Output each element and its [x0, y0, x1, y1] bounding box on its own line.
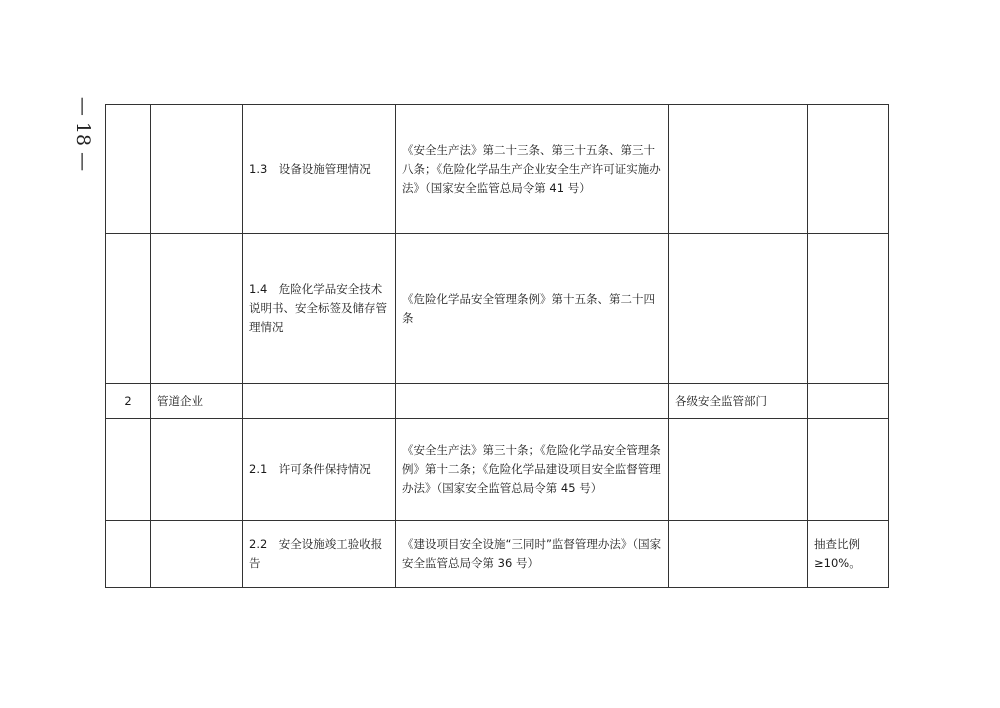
department-cell: [669, 521, 808, 588]
department-cell: [669, 419, 808, 521]
table-row: [106, 419, 889, 521]
inspection-item-cell: 2.2 安全设施竣工验收报告: [243, 521, 396, 588]
subject-cell: [151, 234, 243, 384]
table-row: [106, 234, 889, 384]
page-number: [68, 96, 98, 172]
table-row: [106, 521, 889, 588]
row-number-cell: [106, 419, 151, 521]
remark-cell: [808, 105, 889, 234]
legal-basis-cell: [396, 384, 669, 419]
table-row: [106, 105, 889, 234]
inspection-item-cell: 1.4 危险化学品安全技术说明书、安全标签及储存管理情况: [243, 234, 396, 384]
row-number-cell: [106, 105, 151, 234]
inspection-item-cell: 1.3 设备设施管理情况: [243, 105, 396, 234]
subject-cell: [151, 521, 243, 588]
inspection-item-cell: [243, 384, 396, 419]
department-cell: [669, 234, 808, 384]
remark-cell: [808, 384, 889, 419]
row-number-cell: [106, 521, 151, 588]
row-number-cell: [106, 234, 151, 384]
department-cell: [669, 105, 808, 234]
legal-basis-cell: 《危险化学品安全管理条例》第十五条、第二十四条: [396, 234, 669, 384]
inspection-item-cell: 2.1 许可条件保持情况: [243, 419, 396, 521]
legal-basis-cell: 《安全生产法》第三十条；《危险化学品安全管理条例》第十二条；《危险化学品建设项目安全监督管理办法》（国家安全监管总局令第 45 号）: [396, 419, 669, 521]
remark-cell: [808, 234, 889, 384]
department-cell: 各级安全监管部门: [669, 384, 808, 419]
remark-cell: 抽查比例≥10%。: [808, 521, 889, 588]
legal-basis-cell: 《建设项目安全设施“三同时”监督管理办法》（国家安全监管总局令第 36 号）: [396, 521, 669, 588]
subject-cell: [151, 105, 243, 234]
remark-cell: [808, 419, 889, 521]
row-number-cell: 2: [106, 384, 151, 419]
table-row: [106, 384, 889, 419]
inspection-table: [105, 104, 889, 588]
legal-basis-cell: 《安全生产法》第二十三条、第三十五条、第三十八条；《危险化学品生产企业安全生产许可证实施办法》（国家安全监管总局令第 41 号）: [396, 105, 669, 234]
subject-cell: 管道企业: [151, 384, 243, 419]
subject-cell: [151, 419, 243, 521]
page-number-text: — 18 —: [72, 96, 95, 172]
